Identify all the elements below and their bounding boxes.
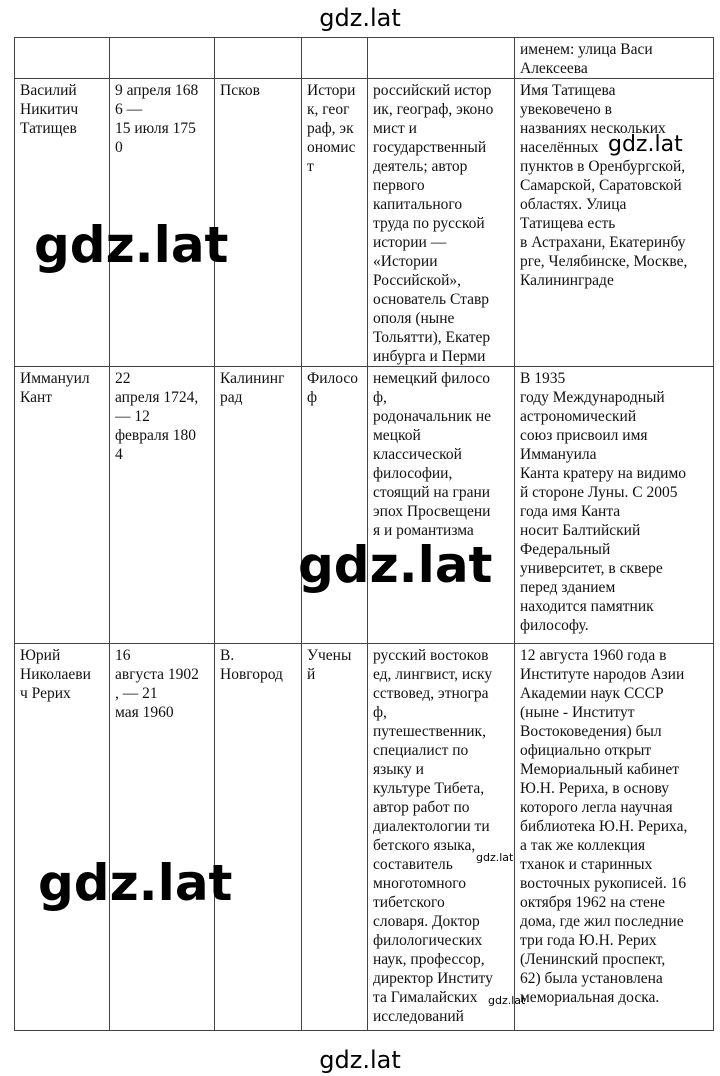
name-cell [15, 38, 110, 79]
occupation-text: Истори к, геог раф, эк ономис т [307, 82, 356, 175]
watermark-overlay: gdz.lat [488, 994, 526, 1007]
table-row [15, 644, 714, 1031]
name-text: Юрий Николаеви ч Рерих [20, 647, 91, 702]
memory-text: именем: улица Васи Алексеева [520, 41, 653, 77]
memory-cell [515, 38, 714, 79]
description-text: немецкий филосо ф, родоначальник не мецкой классической философии, стоящий на грани эпох Просвещени я и романтизма [373, 370, 492, 539]
city-cell [215, 367, 302, 644]
memory-cell [515, 79, 714, 367]
watermark-overlay: gdz.lat [298, 536, 493, 594]
occupation-text: Филосо ф [307, 370, 359, 406]
memory-cell [515, 367, 714, 644]
watermark-bottom: gdz.lat [319, 1046, 401, 1074]
occupation-cell [302, 38, 368, 79]
city-cell [215, 38, 302, 79]
name-text: Василий Никитич Татищев [20, 82, 79, 137]
occupation-cell [302, 367, 368, 644]
description-text: российский истор ик, географ, эконо мист и государственный деятель; автор первого капитального труда по русской истории — «Истории Российской», основатель Ставр ополя (ныне Тольятти), Екатер инбурга и Перми [373, 82, 494, 365]
description-cell [368, 38, 515, 79]
occupation-cell [302, 79, 368, 367]
watermark-overlay: gdz.lat [608, 132, 683, 157]
city-text: Калининг рад [220, 370, 285, 406]
name-text: Иммануил Кант [20, 370, 90, 406]
watermark-overlay: gdz.lat [38, 854, 233, 912]
occupation-cell [302, 644, 368, 1031]
table-row [15, 367, 714, 644]
dates-text: 16 августа 1902 , — 21 мая 1960 [115, 647, 199, 721]
memory-text: Имя Татищева увековечено в названиях нескольких населённых пунктов в Оренбургской, Самарской, Саратовской областях. Улица Татищева есть в Астрахани, Екатеринбу рге, Челябинске, Москве, Калининграде [520, 82, 688, 289]
memory-cell [515, 644, 714, 1031]
watermark-top: gdz.lat [319, 4, 401, 32]
occupation-text: Учены й [307, 647, 352, 683]
dates-text: 22 апреля 1724, — 12 февраля 180 4 [115, 370, 199, 463]
memory-text: В 1935 году Международный астрономический союз присвоил имя Иммануила Канта кратеру на видимо й стороне Луны. С 2005 года имя Канта носит Балтийский Федеральный университет, в сквере перед зданием находится памятник философу. [520, 370, 687, 634]
description-cell [368, 644, 515, 1031]
dates-cell [110, 367, 215, 644]
table-row [15, 38, 714, 79]
description-cell [368, 79, 515, 367]
city-text: Псков [220, 82, 260, 99]
dates-cell [110, 644, 215, 1031]
name-cell [15, 644, 110, 1031]
watermark-overlay: gdz.lat [476, 851, 514, 864]
dates-cell [110, 38, 215, 79]
city-text: В. Новгород [220, 647, 283, 683]
watermark-overlay: gdz.lat [34, 216, 229, 274]
name-cell [15, 367, 110, 644]
memory-text: 12 августа 1960 года в Институте народов Азии Академии наук СССР (ныне - Институт Востоковедения) был официально открыт Мемориальный кабинет Ю.Н. Рериха, в основу которого легла научная библиотека Ю.Н. Рериха, а так же коллекция тханок и старинных восточных рукописей. 16 октября 1962 на стене дома, где жил последние три года Ю.Н. Рерих (Ленинский проспект, 62) была установлена мемориальная доска. [520, 647, 688, 1006]
city-cell [215, 644, 302, 1031]
dates-text: 9 апреля 168 6 — 15 июля 175 0 [115, 82, 199, 156]
description-text: русский востоков ед, лингвист, иску сствовед, этногра ф, путешественник, специалист по языку и культуре Тибета, автор работ по диалектологии ти бетского языка, составитель многотомного тибетского словаря. Доктор филологических наук, профессор, директор Институ та Гималайских исследований [373, 647, 493, 1025]
description-cell [368, 367, 515, 644]
